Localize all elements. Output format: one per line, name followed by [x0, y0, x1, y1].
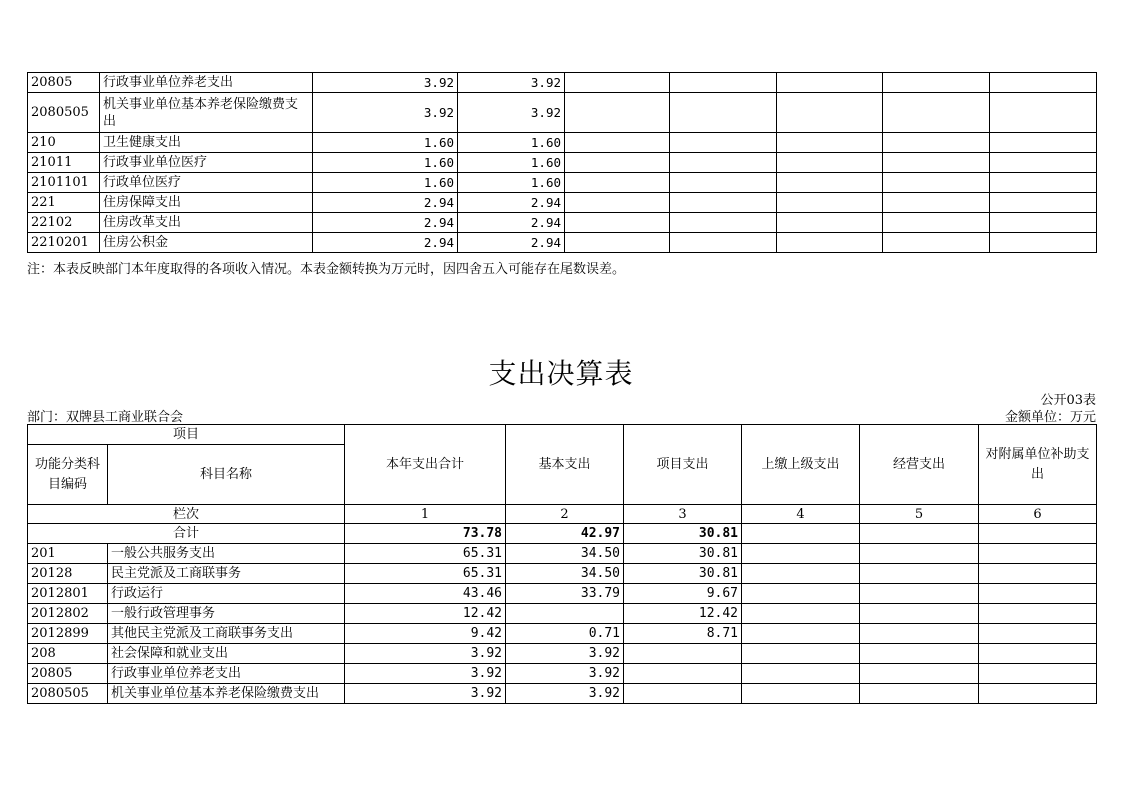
- row-name: 住房改革支出: [100, 213, 313, 233]
- row-code: 2080505: [28, 93, 100, 133]
- row-code: 2101101: [28, 173, 100, 193]
- table-row: [28, 73, 1097, 93]
- row-value-2: 1.60: [458, 173, 565, 193]
- table-row: [28, 664, 1097, 684]
- row-c3: 30.81: [624, 564, 742, 584]
- row-name: 住房公积金: [100, 233, 313, 253]
- row-value-2: 3.92: [458, 93, 565, 133]
- page-title: 支出决算表: [488, 357, 634, 390]
- empty-cell: [979, 604, 1097, 624]
- header-name: 科目名称: [108, 445, 345, 505]
- index-4: 4: [742, 505, 860, 524]
- empty-cell: [990, 133, 1097, 153]
- empty-cell: [979, 624, 1097, 644]
- empty-cell: [777, 73, 883, 93]
- row-value-1: 2.94: [313, 213, 458, 233]
- row-c2: 3.92: [506, 664, 624, 684]
- empty-cell: [742, 644, 860, 664]
- row-code: 20805: [28, 664, 108, 684]
- header-col5: 经营支出: [860, 425, 979, 505]
- row-c1: 3.92: [345, 664, 506, 684]
- row-c2: 34.50: [506, 564, 624, 584]
- empty-cell: [670, 73, 777, 93]
- empty-cell: [860, 564, 979, 584]
- table-row: [28, 233, 1097, 253]
- row-c1: 65.31: [345, 564, 506, 584]
- empty-cell: [670, 153, 777, 173]
- row-code: 2012899: [28, 624, 108, 644]
- empty-cell: [860, 604, 979, 624]
- empty-cell: [777, 93, 883, 133]
- empty-cell: [670, 173, 777, 193]
- row-name: 其他民主党派及工商联事务支出: [108, 624, 345, 644]
- empty-cell: [883, 193, 990, 213]
- empty-cell: [883, 153, 990, 173]
- row-value-1: 2.94: [313, 193, 458, 213]
- row-c2: 34.50: [506, 544, 624, 564]
- row-code: 21011: [28, 153, 100, 173]
- total-label: 合计: [28, 524, 345, 544]
- index-row-label: 栏次: [28, 505, 345, 524]
- row-code: 2210201: [28, 233, 100, 253]
- row-value-1: 1.60: [313, 133, 458, 153]
- row-code: 2012802: [28, 604, 108, 624]
- empty-cell: [742, 604, 860, 624]
- row-c2: 33.79: [506, 584, 624, 604]
- empty-cell: [883, 233, 990, 253]
- table-row: [28, 544, 1097, 564]
- empty-cell: [883, 213, 990, 233]
- empty-cell: [565, 193, 670, 213]
- header-col2: 基本支出: [506, 425, 624, 505]
- index-1: 1: [345, 505, 506, 524]
- table-row: [28, 604, 1097, 624]
- empty-cell: [979, 644, 1097, 664]
- row-name: 行政事业单位医疗: [100, 153, 313, 173]
- empty-cell: [777, 233, 883, 253]
- table-row: [28, 624, 1097, 644]
- empty-cell: [883, 173, 990, 193]
- empty-cell: [777, 193, 883, 213]
- row-c3: 9.67: [624, 584, 742, 604]
- empty-cell: [990, 93, 1097, 133]
- empty-cell: [565, 233, 670, 253]
- header-item: 项目: [28, 425, 345, 445]
- form-number: 公开03表: [1040, 393, 1096, 408]
- empty-cell: [565, 93, 670, 133]
- row-name: 一般行政管理事务: [108, 604, 345, 624]
- header-col6: 对附属单位补助支出: [979, 425, 1097, 505]
- empty-cell: [777, 173, 883, 193]
- row-name: 民主党派及工商联事务: [108, 564, 345, 584]
- row-c1: 3.92: [345, 644, 506, 664]
- row-code: 22102: [28, 213, 100, 233]
- row-value-1: 2.94: [313, 233, 458, 253]
- empty-cell: [860, 684, 979, 704]
- row-name: 机关事业单位基本养老保险缴费支出: [100, 93, 313, 133]
- row-value-1: 1.60: [313, 173, 458, 193]
- empty-cell: [979, 684, 1097, 704]
- empty-cell: [860, 584, 979, 604]
- row-c3: 30.81: [624, 544, 742, 564]
- row-name: 行政单位医疗: [100, 173, 313, 193]
- table-row: [28, 684, 1097, 704]
- row-name: 一般公共服务支出: [108, 544, 345, 564]
- empty-cell: [777, 153, 883, 173]
- row-c1: 3.92: [345, 684, 506, 704]
- empty-cell: [565, 173, 670, 193]
- row-code: 210: [28, 133, 100, 153]
- index-6: 6: [979, 505, 1097, 524]
- empty-cell: [565, 73, 670, 93]
- row-name: 卫生健康支出: [100, 133, 313, 153]
- table-row: [28, 564, 1097, 584]
- empty-cell: [742, 624, 860, 644]
- row-code: 221: [28, 193, 100, 213]
- row-c1: 12.42: [345, 604, 506, 624]
- row-code: 208: [28, 644, 108, 664]
- row-c2: 3.92: [506, 684, 624, 704]
- table-note: 注：本表反映部门本年度取得的各项收入情况。本表金额转换为万元时，因四舍五入可能存在尾数误差。: [27, 262, 626, 277]
- empty-cell: [670, 193, 777, 213]
- total-c1: 73.78: [345, 524, 506, 544]
- row-name: 行政事业单位养老支出: [100, 73, 313, 93]
- empty-cell: [990, 173, 1097, 193]
- empty-cell: [860, 644, 979, 664]
- empty-cell: [670, 213, 777, 233]
- table-row: [28, 93, 1097, 133]
- row-c3: [624, 684, 742, 704]
- index-5: 5: [860, 505, 979, 524]
- empty-cell: [670, 233, 777, 253]
- row-c2: 0.71: [506, 624, 624, 644]
- empty-cell: [777, 133, 883, 153]
- row-c3: [624, 644, 742, 664]
- row-name: 住房保障支出: [100, 193, 313, 213]
- header-col4: 上缴上级支出: [742, 425, 860, 505]
- empty-cell: [883, 73, 990, 93]
- row-value-2: 2.94: [458, 213, 565, 233]
- empty-cell: [979, 584, 1097, 604]
- empty-cell: [990, 213, 1097, 233]
- empty-cell: [565, 133, 670, 153]
- table-row: [28, 644, 1097, 664]
- department-label: 部门：双牌县工商业联合会: [27, 410, 184, 425]
- empty-cell: [979, 544, 1097, 564]
- empty-cell: [990, 233, 1097, 253]
- header-code: 功能分类科目编码: [28, 445, 108, 505]
- row-value-2: 1.60: [458, 133, 565, 153]
- row-code: 20805: [28, 73, 100, 93]
- index-2: 2: [506, 505, 624, 524]
- row-value-2: 2.94: [458, 233, 565, 253]
- row-c2: 3.92: [506, 644, 624, 664]
- row-c1: 43.46: [345, 584, 506, 604]
- empty-cell: [860, 664, 979, 684]
- empty-cell: [670, 93, 777, 133]
- empty-cell: [860, 544, 979, 564]
- empty-cell: [990, 73, 1097, 93]
- row-value-2: 3.92: [458, 73, 565, 93]
- index-3: 3: [624, 505, 742, 524]
- empty-cell: [742, 544, 860, 564]
- row-c2: [506, 604, 624, 624]
- amount-unit-label: 金额单位：万元: [1004, 410, 1096, 425]
- table-row: [28, 153, 1097, 173]
- row-name: 行政事业单位养老支出: [108, 664, 345, 684]
- empty-cell: [883, 133, 990, 153]
- table-row: [28, 173, 1097, 193]
- table-row: [28, 133, 1097, 153]
- table-row: [28, 213, 1097, 233]
- empty-cell: [777, 213, 883, 233]
- total-row: [28, 524, 1097, 544]
- row-c3: [624, 664, 742, 684]
- row-code: 2080505: [28, 684, 108, 704]
- row-value-1: 1.60: [313, 153, 458, 173]
- table-row: [28, 584, 1097, 604]
- row-value-1: 3.92: [313, 93, 458, 133]
- empty-cell: [742, 664, 860, 684]
- empty-cell: [565, 153, 670, 173]
- income-table-continuation: [27, 72, 1097, 253]
- row-c1: 65.31: [345, 544, 506, 564]
- empty-cell: [990, 153, 1097, 173]
- row-c1: 9.42: [345, 624, 506, 644]
- total-c3: 30.81: [624, 524, 742, 544]
- header-col1: 本年支出合计: [345, 425, 506, 505]
- row-value-1: 3.92: [313, 73, 458, 93]
- row-name: 社会保障和就业支出: [108, 644, 345, 664]
- row-value-2: 1.60: [458, 153, 565, 173]
- empty-cell: [979, 564, 1097, 584]
- empty-cell: [979, 664, 1097, 684]
- empty-cell: [883, 93, 990, 133]
- empty-cell: [990, 193, 1097, 213]
- total-c2: 42.97: [506, 524, 624, 544]
- empty-cell: [742, 684, 860, 704]
- row-name: 机关事业单位基本养老保险缴费支出: [108, 684, 345, 704]
- table-row: [28, 193, 1097, 213]
- row-code: 201: [28, 544, 108, 564]
- row-c3: 8.71: [624, 624, 742, 644]
- row-name: 行政运行: [108, 584, 345, 604]
- row-code: 2012801: [28, 584, 108, 604]
- row-code: 20128: [28, 564, 108, 584]
- empty-cell: [860, 624, 979, 644]
- empty-cell: [565, 213, 670, 233]
- row-value-2: 2.94: [458, 193, 565, 213]
- row-c3: 12.42: [624, 604, 742, 624]
- empty-cell: [670, 133, 777, 153]
- empty-cell: [742, 564, 860, 584]
- expenditure-table: [27, 424, 1097, 704]
- empty-cell: [742, 584, 860, 604]
- header-col3: 项目支出: [624, 425, 742, 505]
